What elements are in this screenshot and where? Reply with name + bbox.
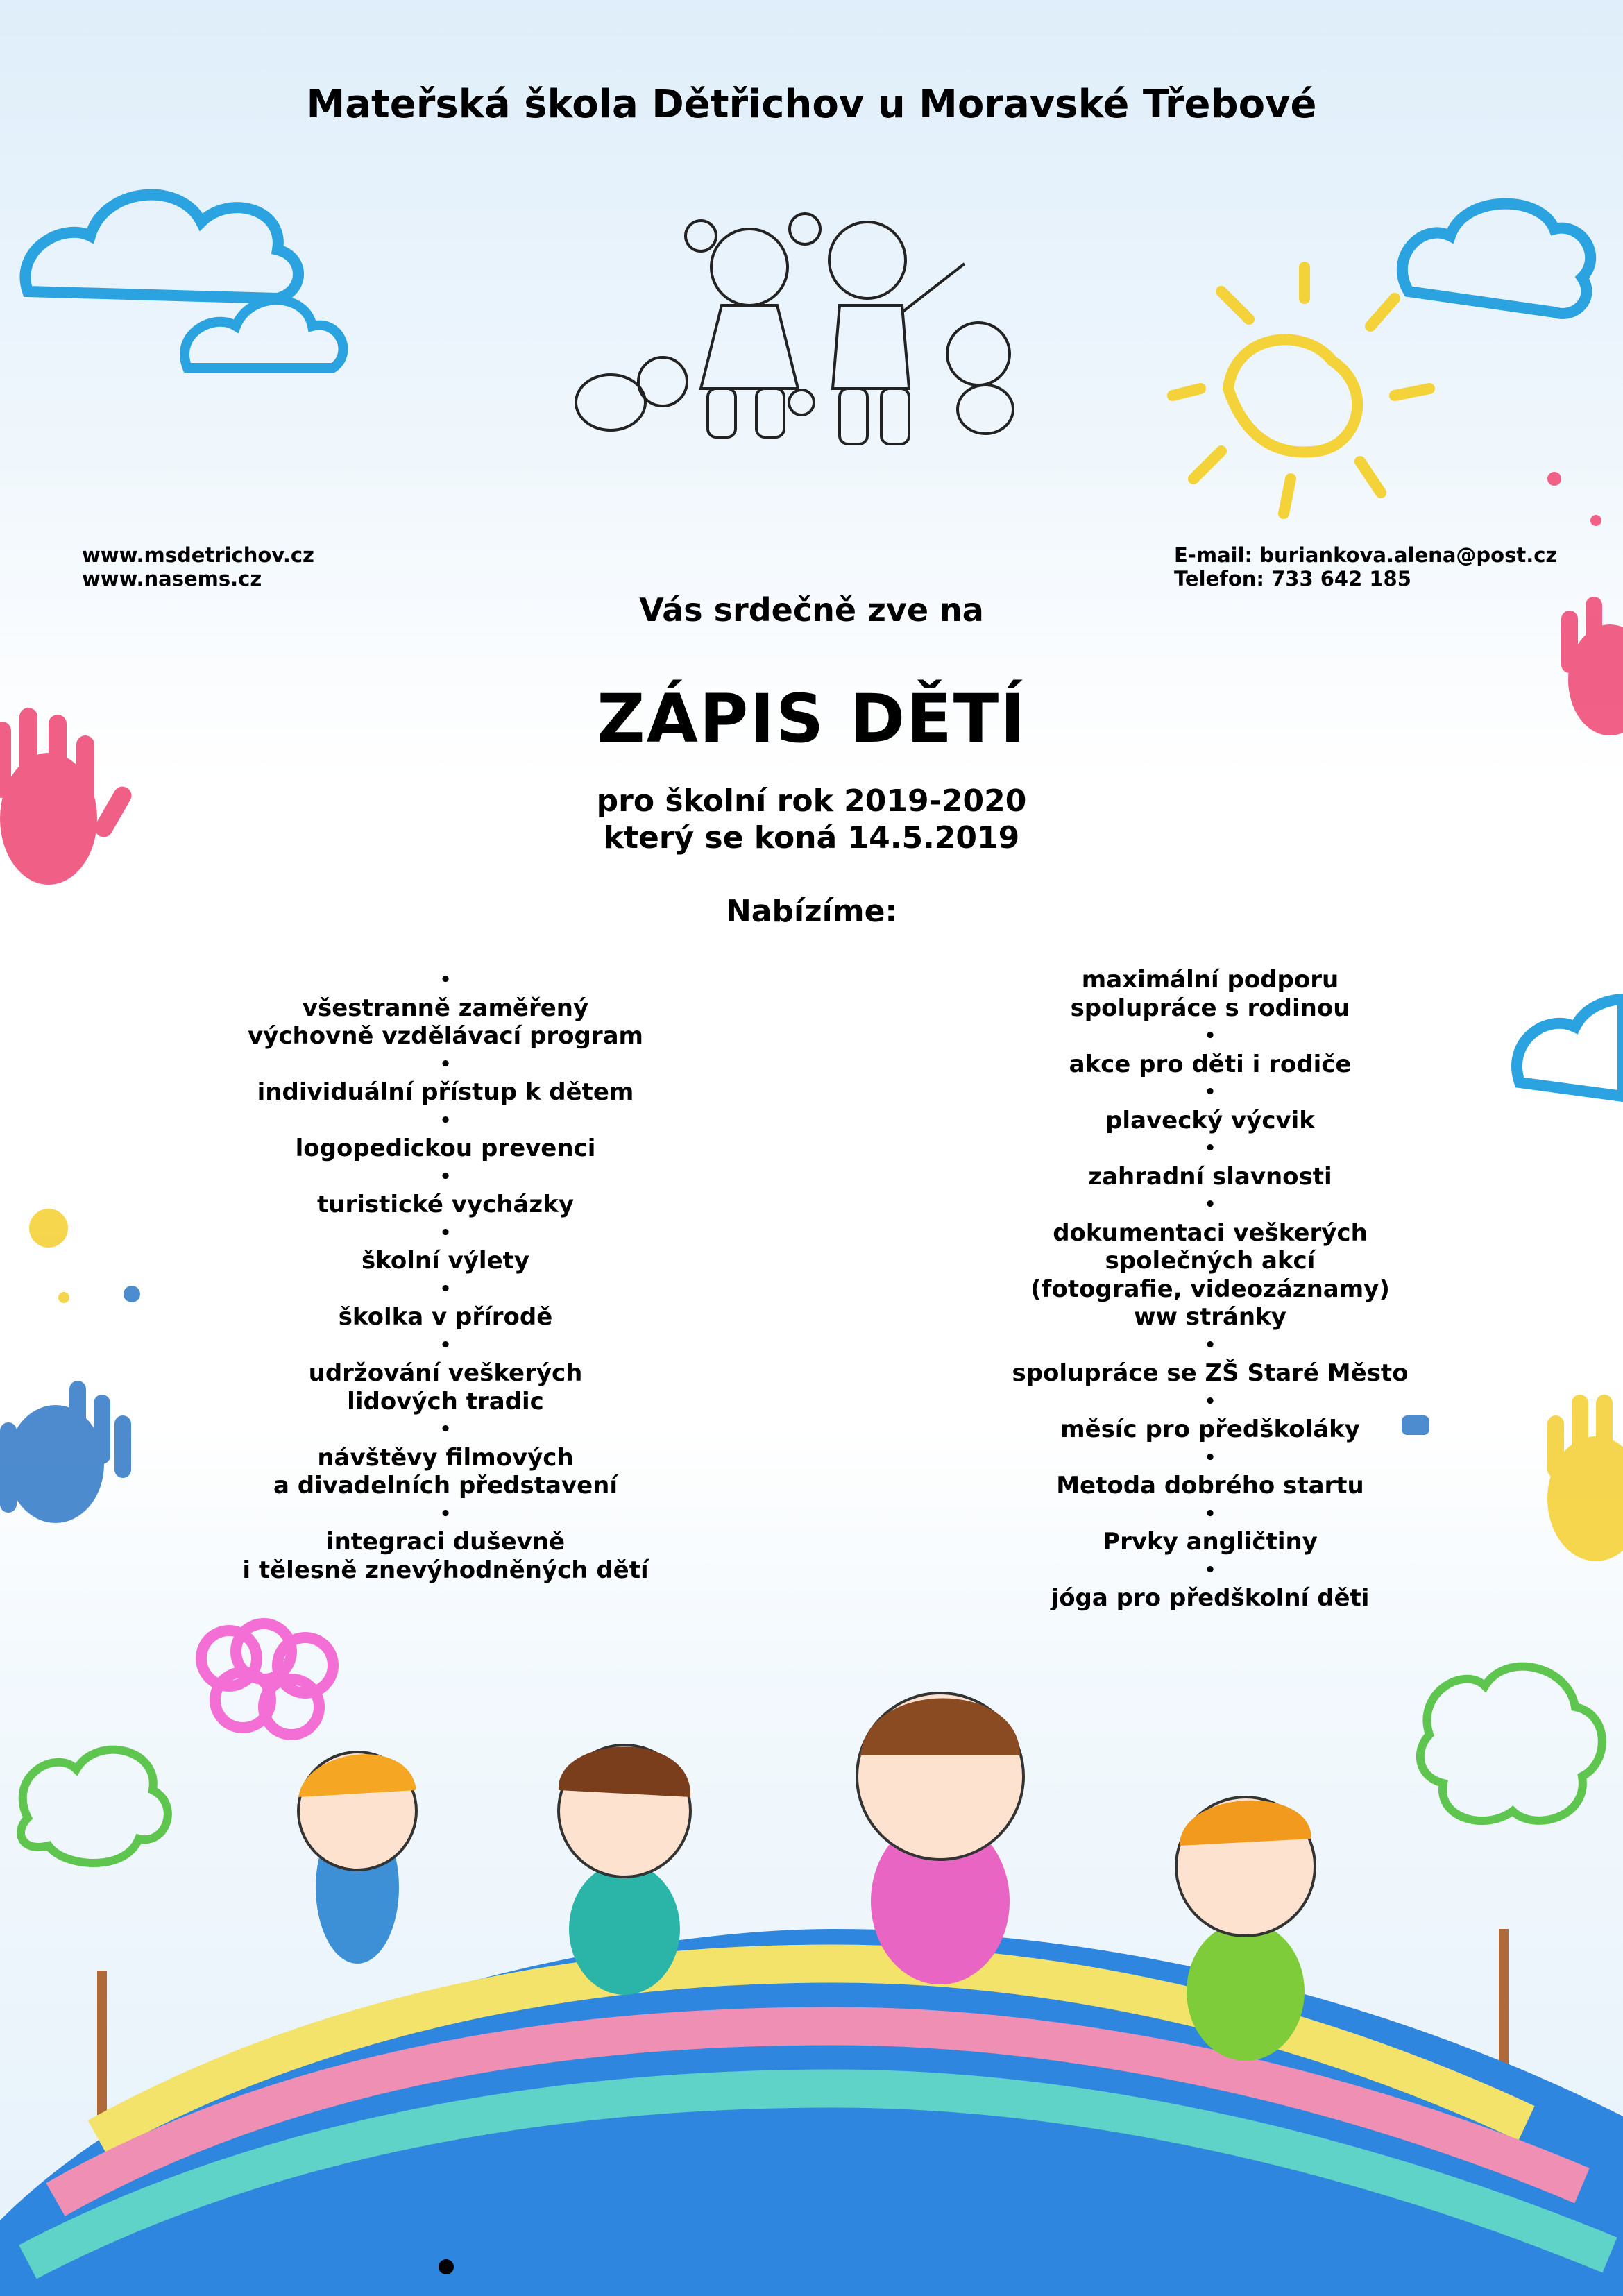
list-item: výchovně vzdělávací program	[248, 1022, 643, 1050]
list-item: logopedickou prevenci	[295, 1134, 596, 1162]
school-year-line: pro školní rok 2019-2020	[596, 783, 1027, 819]
bullet-icon: •	[439, 1053, 452, 1075]
list-item: Prvky angličtiny	[1103, 1528, 1318, 1556]
offer-heading: Nabízíme:	[725, 894, 898, 929]
bullet-icon: •	[1204, 1447, 1216, 1468]
bullet-icon: •	[439, 1278, 452, 1300]
list-item: akce pro děti i rodiče	[1069, 1050, 1352, 1078]
date-line: který se koná 14.5.2019	[603, 820, 1020, 856]
bullet-icon: •	[439, 1503, 452, 1524]
list-item: turistické vycházky	[317, 1191, 574, 1218]
tree-right-icon	[1420, 1667, 1602, 2068]
list-item: Metoda dobrého startu	[1056, 1472, 1364, 1499]
list-item: plavecký výcvik	[1105, 1106, 1315, 1134]
cloud-small-left-icon	[185, 300, 343, 368]
bullet-icon: •	[439, 1222, 452, 1243]
list-item: spolupráce s rodinou	[1070, 994, 1350, 1022]
rainbow-hill-icon	[0, 1929, 1623, 2296]
list-item: měsíc pro předškoláky	[1060, 1415, 1360, 1443]
bullet-icon: •	[1204, 1138, 1216, 1159]
cloud-top-right-icon	[1402, 204, 1590, 314]
list-item: lidových tradic	[347, 1387, 544, 1415]
list-item: (fotografie, videozáznamy)	[1030, 1275, 1390, 1303]
list-item: udržování veškerých	[308, 1359, 583, 1387]
bullet-icon: •	[439, 1109, 452, 1131]
list-item: všestranně zaměřený	[302, 994, 589, 1022]
invitation-line: Vás srdečně zve na	[639, 591, 984, 629]
list-item: zahradní slavnosti	[1088, 1162, 1332, 1191]
contact-info	[1174, 543, 1557, 590]
list-item: individuální přístup k dětem	[257, 1078, 634, 1106]
email-text[interactable]: E-mail: buriankova.alena@post.cz	[1174, 543, 1558, 567]
bullet-icon: •	[1204, 1559, 1216, 1581]
list-item: i tělesně znevýhodněných dětí	[242, 1556, 649, 1584]
bullet-icon: •	[1204, 1334, 1216, 1356]
list-item: jóga pro předškolní děti	[1051, 1584, 1370, 1612]
offers-list-left	[133, 966, 758, 1584]
list-item: společných akcí	[1105, 1247, 1316, 1275]
list-item: spolupráce se ZŠ Staré Město	[1012, 1359, 1409, 1387]
bullet-icon: •	[1204, 1194, 1216, 1215]
list-item: návštěvy filmových	[317, 1443, 574, 1472]
list-item: dokumentaci veškerých	[1053, 1218, 1368, 1247]
stray-bullet-icon	[439, 2259, 454, 2274]
bullet-icon: •	[1204, 1026, 1216, 1046]
tree-left-icon	[21, 1750, 168, 2123]
bullet-icon: •	[1204, 1391, 1216, 1412]
school-name: Mateřská škola Dětřichov u Moravské Třebové	[306, 82, 1317, 127]
cloud-right-middle-icon	[1517, 999, 1623, 1096]
school-year-info	[0, 783, 1623, 856]
list-item: školní výlety	[361, 1247, 530, 1275]
website-links	[82, 543, 314, 590]
bullet-icon: •	[439, 1166, 452, 1187]
list-item: a divadelních představení	[273, 1472, 618, 1499]
bullet-icon: •	[439, 969, 452, 990]
kids-line-drawing-icon	[576, 214, 1013, 444]
phone-text: Telefon: 733 642 185	[1174, 567, 1411, 590]
bullet-icon: •	[439, 1419, 452, 1440]
list-item: integraci duševně	[325, 1528, 566, 1556]
cloud-top-left-icon	[25, 195, 298, 298]
list-item: ww stránky	[1134, 1303, 1286, 1331]
bullet-icon: •	[439, 1334, 452, 1356]
bullet-icon: •	[1204, 1503, 1216, 1524]
sun-icon	[1173, 267, 1429, 513]
offers-list-right	[898, 966, 1522, 1613]
pink-flower-icon	[201, 1624, 333, 1735]
website-link[interactable]: www.msdetrichov.cz	[82, 543, 314, 567]
page-title: ZÁPIS DĚTÍ	[596, 680, 1026, 758]
list-item: školka v přírodě	[338, 1303, 553, 1331]
list-item: maximální podporu	[1081, 966, 1339, 994]
website-link[interactable]: www.nasems.cz	[82, 567, 262, 590]
bullet-icon: •	[1204, 1082, 1216, 1103]
